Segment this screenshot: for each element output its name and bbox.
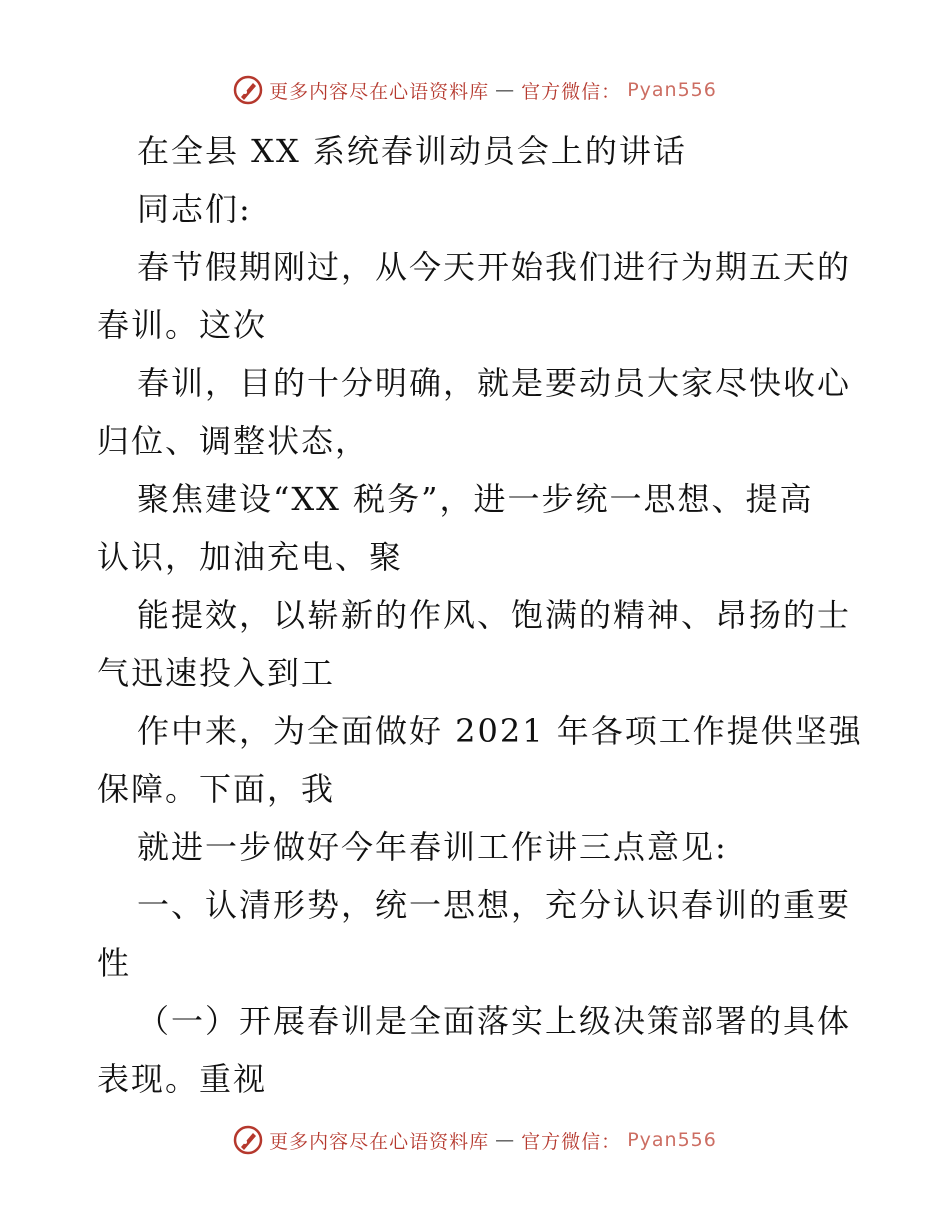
paragraph-line: 认识，加油充电、聚: [97, 538, 404, 576]
paragraph-line: 气迅速投入到工: [97, 654, 336, 692]
paragraph-line: 归位、调整状态，: [97, 422, 370, 460]
banner-text: 更多内容尽在心语资料库: [269, 1130, 490, 1153]
paragraph-line: 能提效，以崭新的作风、饱满的精神、昂扬的士: [137, 596, 852, 634]
section-heading: 性: [97, 944, 132, 982]
banner-wechat-id: Pyan556: [627, 1129, 717, 1151]
paragraph-line: 作中来，为全面做好 2021 年各项工作提供坚强: [137, 712, 863, 750]
banner-wechat-label: 官方微信：: [521, 1130, 622, 1153]
footer-banner: [0, 1120, 950, 1160]
banner-wechat-id: Pyan556: [627, 79, 717, 101]
banner-wechat-label: 官方微信：: [521, 80, 622, 103]
banner-dash: —: [495, 79, 516, 101]
paragraph-line: 春节假期刚过，从今天开始我们进行为期五天的: [137, 248, 852, 286]
section-heading: 一、认清形势，统一思想，充分认识春训的重要: [137, 886, 852, 924]
paragraph-line: 保障。下面，我: [97, 770, 336, 808]
banner-dash: —: [495, 1129, 516, 1151]
document-body: [97, 122, 867, 1108]
paragraph-line: 春训，目的十分明确，就是要动员大家尽快收心: [137, 364, 852, 402]
salutation: 同志们:: [137, 190, 252, 228]
subsection-heading: （一）开展春训是全面落实上级决策部署的具体: [137, 1002, 852, 1040]
document-title: 在全县 XX 系统春训动员会上的讲话: [137, 132, 687, 170]
header-banner: [0, 70, 950, 110]
paragraph-line: 就进一步做好今年春训工作讲三点意见:: [137, 828, 728, 866]
paragraph-line: 春训。这次: [97, 306, 268, 344]
pen-logo-icon: [233, 75, 263, 105]
paragraph-line: 聚焦建设“XX 税务”，进一步统一思想、提高: [137, 480, 814, 518]
paragraph-line: 表现。重视: [97, 1060, 268, 1098]
pen-logo-icon: [233, 1125, 263, 1155]
banner-text: 更多内容尽在心语资料库: [269, 80, 490, 103]
